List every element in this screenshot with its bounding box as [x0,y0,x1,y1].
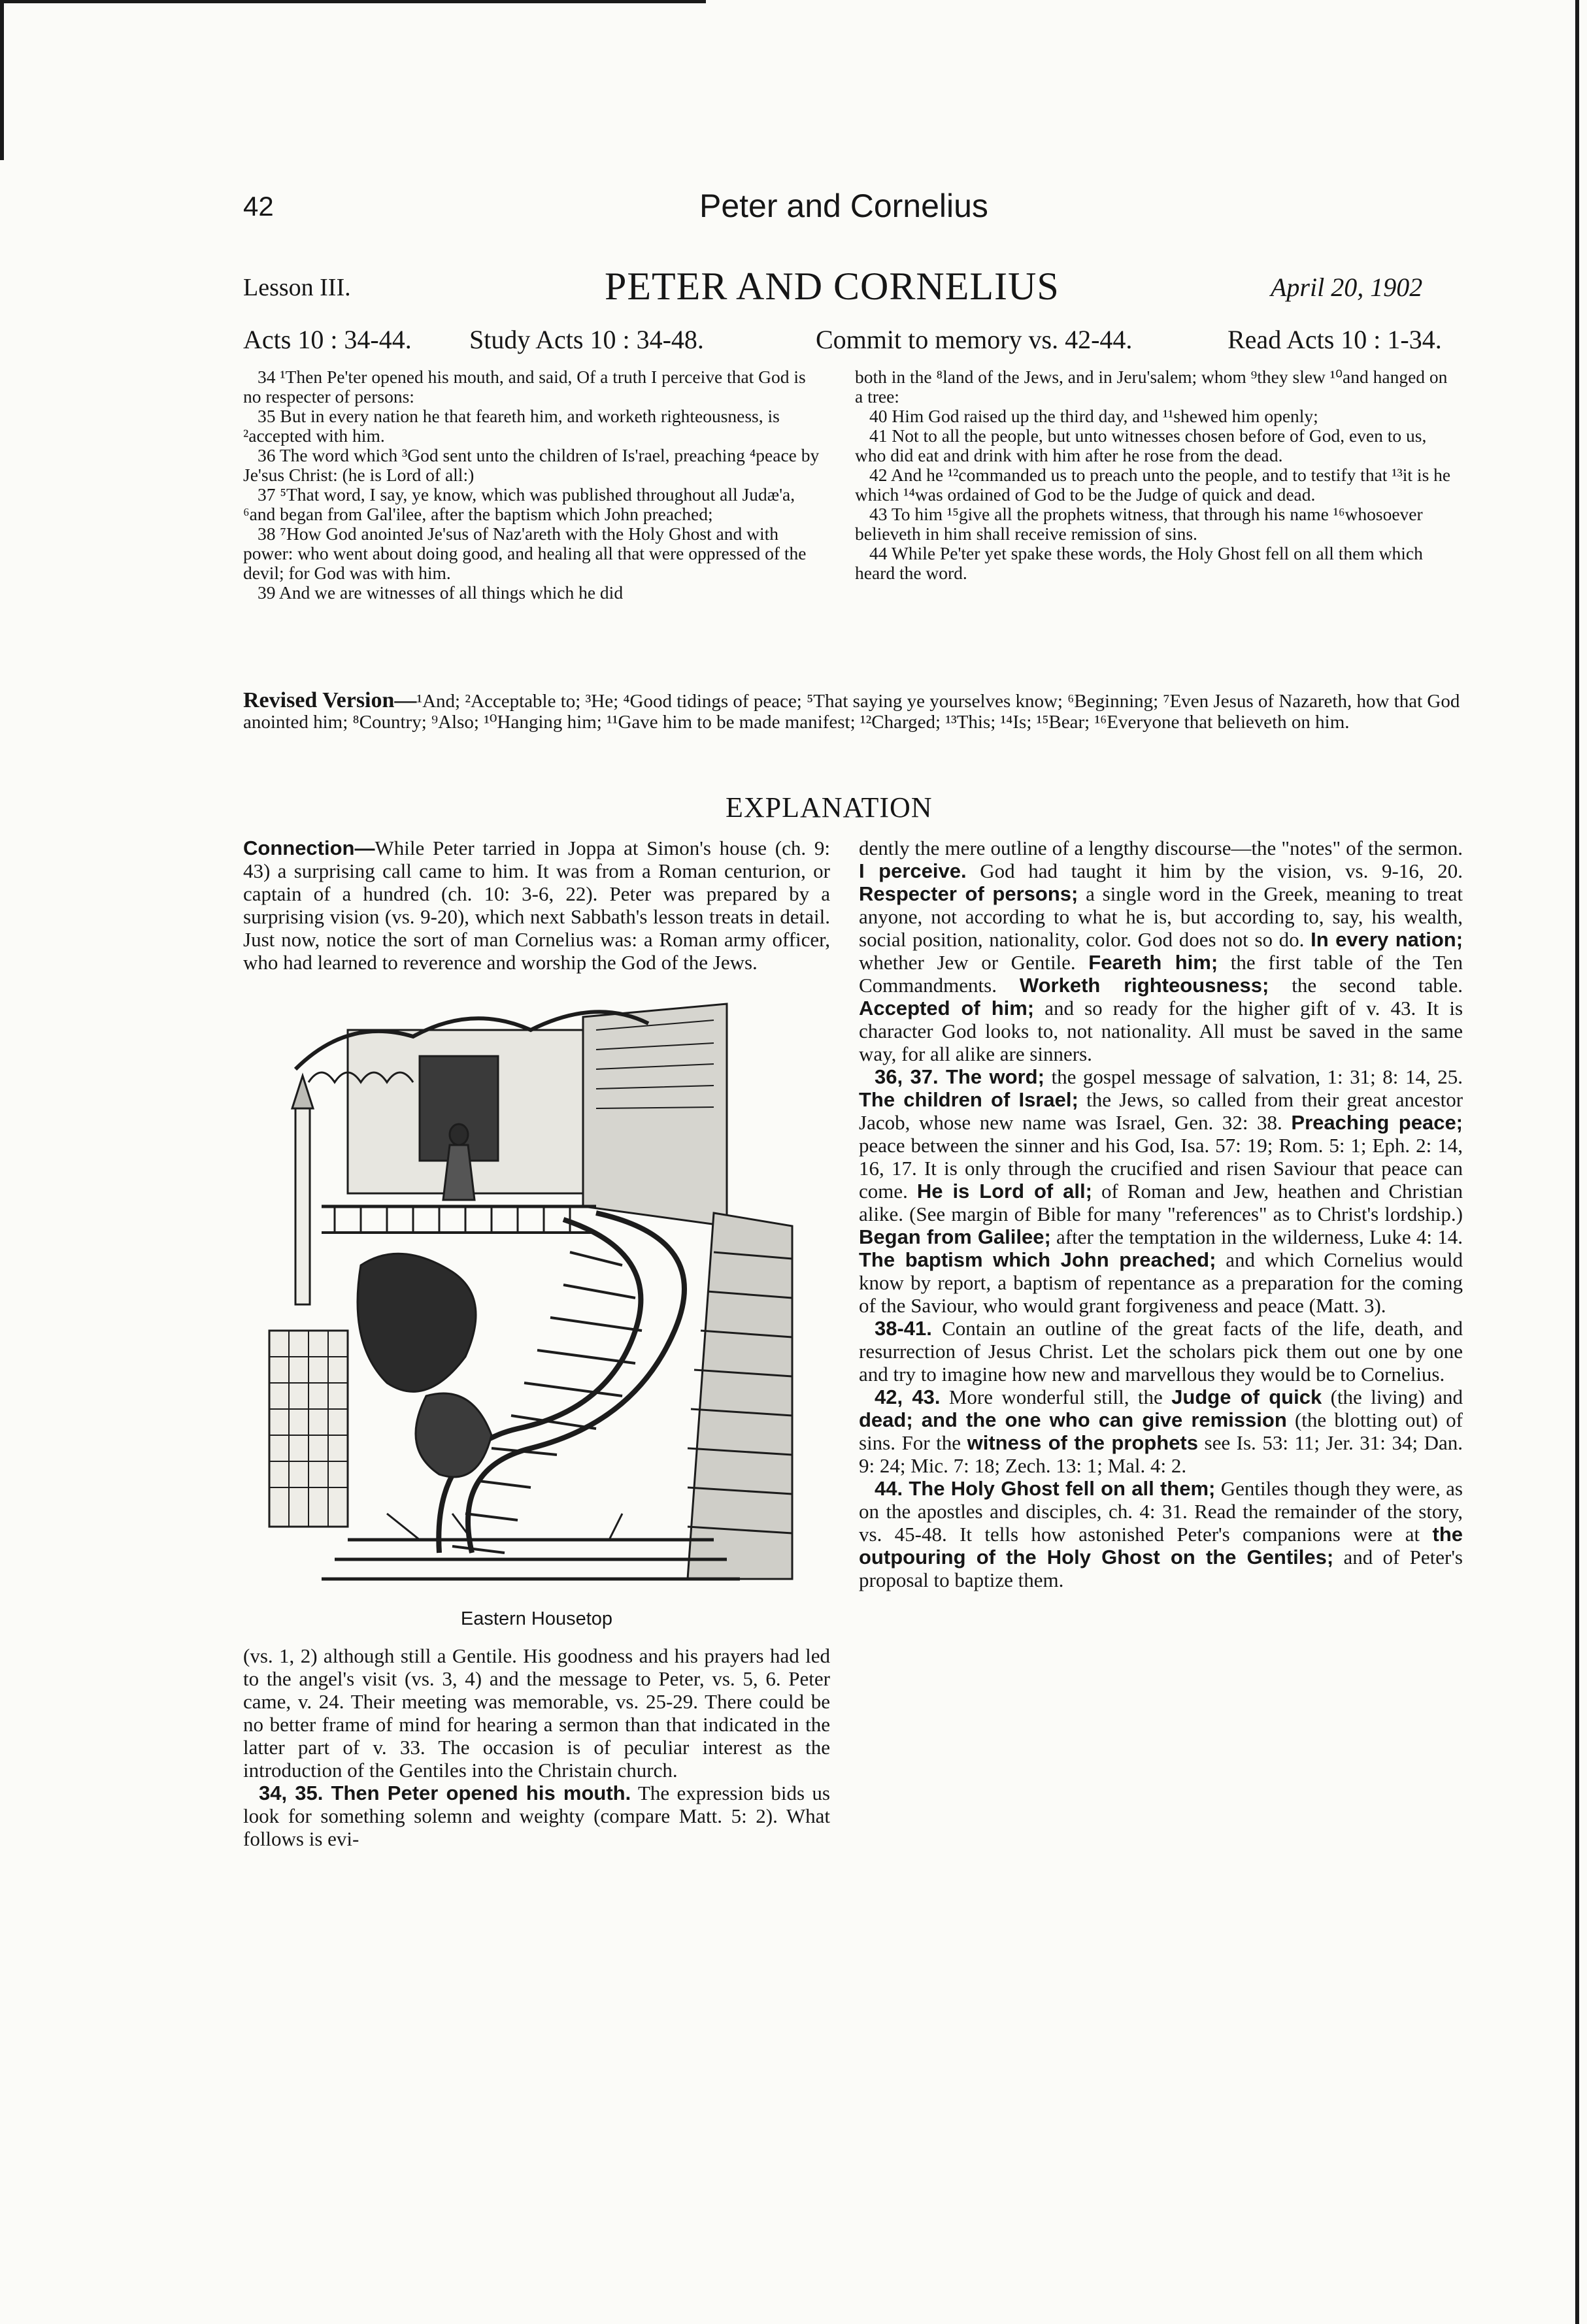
scripture-left-column [243,367,825,603]
section-head-38-41: 38-41. [875,1317,932,1340]
explanation-right-column [859,837,1463,1591]
head-worketh: Worketh righteousness; [1019,974,1269,997]
verse: 38 ⁷How God anointed Je'sus of Naz'areth with the Holy Ghost and with power: who went about doing good, and healing all that were oppressed of the devil; for God was with him. [243,523,807,583]
verse: 37 ⁵That word, I say, ye know, which was published throughout all Judæ'a, ⁶and began from Gal'ilee, after the baptism which John preached; [243,484,795,524]
scripture-references [243,324,1463,355]
explanation-left-column [243,837,830,1850]
revised-version-notes [243,690,1463,733]
eastern-housetop-illustration [243,991,830,1644]
head-preaching: Preaching peace; [1291,1111,1463,1134]
head-children: The children of Israel; [859,1088,1078,1111]
explanation-paragraph: 34, 35. Then Peter opened his mouth. The expression bids us look for something solemn and weighty (compare Matt. 5: 2). What follows is evi- [243,1782,830,1850]
head-feareth: Feareth him; [1088,951,1218,974]
page-number: 42 [243,191,274,222]
section-head-36-37: 36, 37. The word; [875,1065,1044,1088]
verse: 39 And we are witnesses of all things which he did [258,582,624,603]
scan-border-top [0,0,706,3]
running-head: Peter and Cornelius [699,188,988,224]
head-baptism: The baptism which John preached; [859,1248,1216,1271]
explanation-heading: EXPLANATION [726,791,933,823]
housetop-engraving [256,991,818,1605]
ref-read: Read Acts 10 : 1-34. [1228,325,1442,354]
lesson-date: April 20, 1902 [1271,273,1423,302]
scan-border-left [0,0,4,160]
ref-study: Study Acts 10 : 34-48. [469,325,704,354]
verse: 44 While Pe'ter yet spake these words, the Holy Ghost fell on all them which heard the word. [855,543,1423,583]
ref-text: Acts 10 : 34-44. [243,325,412,354]
verse: 43 To him ¹⁵give all the prophets witness, that through his name ¹⁶whosoever believeth in him shall receive remission of sins. [855,504,1423,544]
revised-text: ¹And; ²Acceptable to; ³He; ⁴Good tidings of peace; ⁵That saying ye yourselves know; ⁶Beginning; ⁷Even Jesus of Nazareth, how that God anointed him; ⁸Country; ⁹Also; ¹⁰Hanging him; ¹¹Gave him to be made manifest; ¹²Charged; ¹³This; ¹⁴Is; ¹⁵Bear; ¹⁶Everyone that believeth on him. [243,691,1460,733]
head-outpouring: the outpouring of the Holy Ghost on the Gentiles; [859,1523,1463,1569]
connection-head: Connection— [243,837,375,859]
section-head-34-35: 34, 35. Then Peter opened his mouth. [259,1782,631,1804]
head-witness: witness of the prophets [967,1431,1198,1454]
head-lord-of-all: He is Lord of all; [916,1180,1092,1203]
verse: 42 And he ¹²commanded us to preach unto the people, and to testify that ¹³it is he which ¹⁴was ordained of God to be the Judge of quick and dead. [855,465,1451,505]
scripture-right-column [855,367,1456,583]
verse: 35 But in every nation he that feareth him, and worketh righteousness, is ²accepted with him. [243,406,780,446]
head-accepted: Accepted of him; [859,997,1035,1020]
head-judge: Judge of quick [1171,1386,1322,1408]
head-respecter: Respecter of persons; [859,882,1078,905]
explanation-paragraph: 36, 37. The word; the gospel message of salvation, 1: 31; 8: 14, 25. The children of Israel; the Jews, so called from their great ancestor Jacob, whose new name was Israel, Gen. 32: 38. Preaching peace; peace between the sinner and his God, Isa. 57: 19; Rom. 5: 1; Eph. 2: 14, 16, 17. It is only through the crucified and risen Saviour that peace can come. He is Lord of all; of Roman and Jew, heathen and Christian alike. (See margin of Bible for many "references" as to Christ's lordship.) Began from Galilee; after the temptation in the wilderness, Luke 4: 14. The baptism which John preached; and which Cornelius would know by report, a baptism of repentance as a preparation for the coming of the Saviour, who would grant forgiveness and peace (Matt. 3). [859,1065,1463,1317]
verse: both in the ⁸land of the Jews, and in Jeru'salem; whom ⁹they slew ¹⁰and hanged on a tree: [855,367,1448,407]
connection-paragraph: Connection—While Peter tarried in Joppa at Simon's house (ch. 9: 43) a surprising call came to him. It was from a Roman centurion, or captain of a hundred (ch. 10: 3-6, 22). Peter was prepared by a surprising vision (vs. 9-20), which next Sabbath's lesson treats in detail. Just now, notice the sort of man Cornelius was: a Roman army officer, who had learned to reverence and worship the God of the Jews. [243,837,830,974]
section-head-44: 44. The Holy Ghost fell on all them; [875,1477,1216,1500]
head-dead: dead; and the one who can give remission [859,1408,1287,1431]
ref-commit: Commit to memory vs. 42-44. [816,325,1133,354]
scan-border-right [1575,0,1579,2324]
explanation-paragraph: 38-41. Contain an outline of the great facts of the life, death, and resurrection of Jesus Christ. Let the scholars pick them out one by one and try to imagine how new and marvellous they would be to Cornelius. [859,1317,1463,1386]
lesson-label: Lesson III. [243,274,351,301]
lesson-title: PETER AND CORNELIUS [605,265,1060,308]
head-i-perceive: I perceive. [859,859,967,882]
verse: 34 ¹Then Pe'ter opened his mouth, and said, Of a truth I perceive that God is no respecter of persons: [243,367,806,407]
explanation-paragraph: (vs. 1, 2) although still a Gentile. His goodness and his prayers had led to the angel's visit (vs. 3, 4) and the message to Peter, vs. 5, 6. Peter came, v. 24. Their meeting was memorable, vs. 25-29. There could be no better frame of mind for hearing a sermon than that indicated in the latter part of v. 33. The occasion is of peculiar interest as the introduction of the Gentiles into the Christain church. [243,1644,830,1782]
verse: 36 The word which ³God sent unto the children of Is'rael, preaching ⁴peace by Je'sus Christ: (he is Lord of all:) [243,445,820,485]
section-head-42-43: 42, 43. [875,1386,941,1408]
explanation-paragraph: 42, 43. More wonderful still, the Judge of quick (the living) and dead; and the one who can give remission (the blotting out) of sins. For the witness of the prophets see Is. 53: 11; Jer. 31: 34; Dan. 9: 24; Mic. 7: 18; Zech. 13: 1; Mal. 4: 2. [859,1386,1463,1477]
explanation-paragraph: 44. The Holy Ghost fell on all them; Gentiles though they were, as on the apostles and disciples, ch. 4: 31. Read the remainder of the story, vs. 45-48. It tells how astonished Peter's companions were at the outpouring of the Holy Ghost on the Gentiles; and of Peter's proposal to baptize them. [859,1477,1463,1591]
revised-label: Revised Version— [243,688,417,712]
illustration-caption: Eastern Housetop [460,1608,613,1629]
explanation-paragraph: dently the mere outline of a lengthy discourse—the "notes" of the sermon. I perceive. God had taught it him by the vision, vs. 9-16, 20. Respecter of persons; a single word in the Greek, meaning to treat anyone, not according to what he is, but according to, say, his wealth, social position, nationality, color. God does not so do. In every nation; whether Jew or Gentile. Feareth him; the first table of the Ten Commandments. Worketh righteousness; the second table. Accepted of him; and so ready for the higher gift of v. 43. It is character God looks to, not nationality. All must be saved in the same way, for all alike are sinners. [859,837,1463,1065]
head-galilee: Began from Galilee; [859,1225,1051,1248]
verse: 41 Not to all the people, but unto witnesses chosen before of God, even to us, who did eat and drink with him after he rose from the dead. [855,425,1427,465]
head-every-nation: In every nation; [1311,928,1463,951]
verse: 40 Him God raised up the third day, and ¹¹shewed him openly; [869,406,1318,426]
